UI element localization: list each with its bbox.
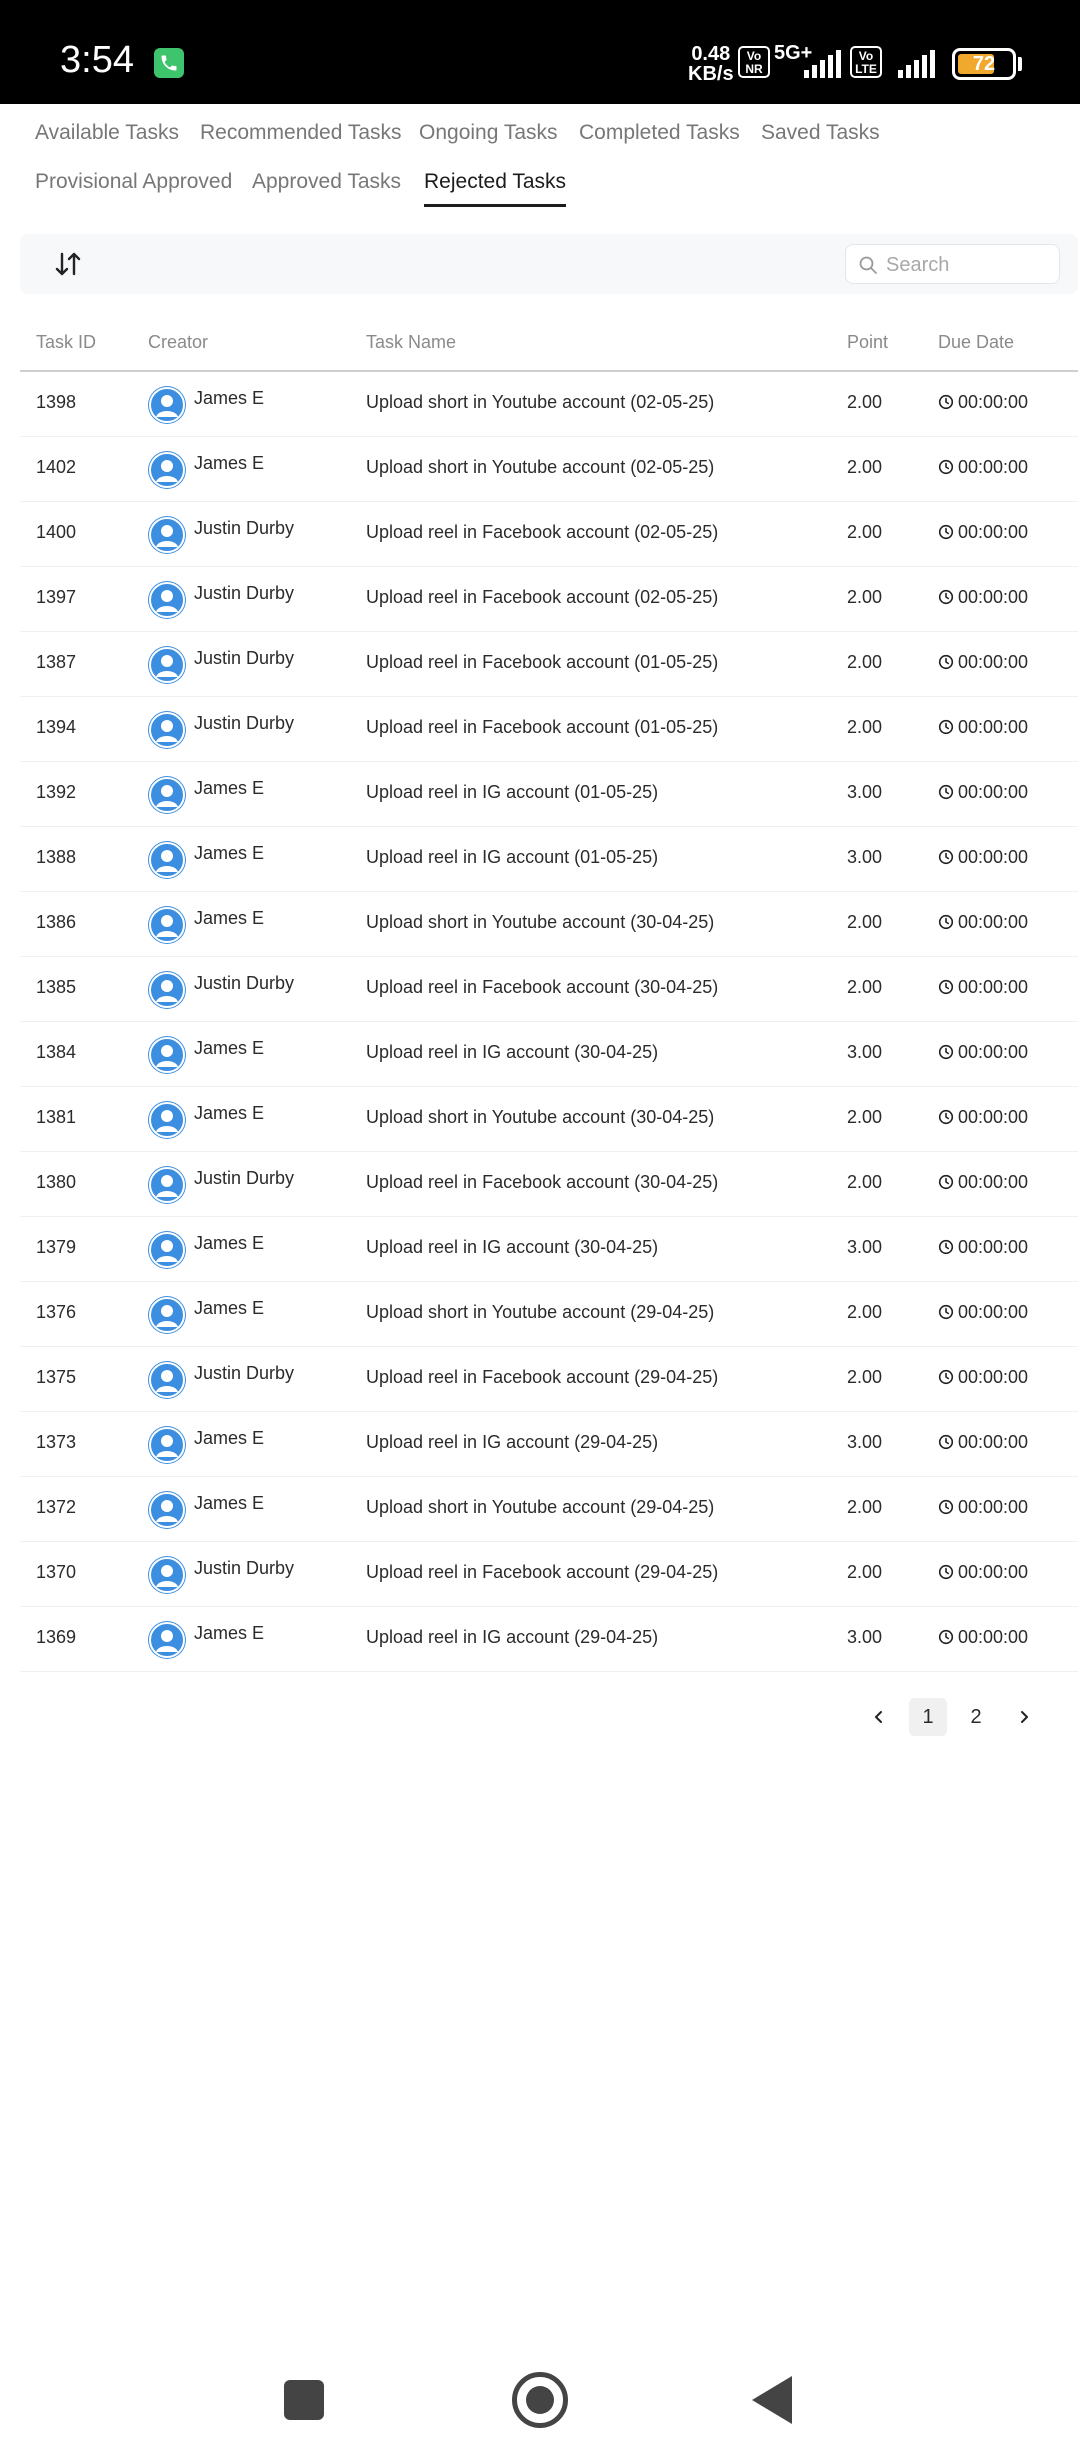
task-point: 2.00 [847,1562,883,1582]
due-date: 00:00:00 [958,1562,1029,1582]
task-id: 1385 [36,977,77,997]
due-date: 00:00:00 [958,1367,1029,1387]
task-point: 2.00 [847,977,883,997]
due-date: 00:00:00 [958,1107,1029,1127]
creator-name: James E [194,1623,265,1643]
task-name: Upload short in Youtube account (29-04-25) [366,1497,715,1517]
clock-icon [938,1434,954,1450]
task-name: Upload short in Youtube account (02-05-25) [366,392,715,412]
clock-icon [938,849,954,865]
task-point: 2.00 [847,652,883,672]
clock-icon [938,394,954,410]
due-date-cell [938,522,1028,543]
task-id: 1380 [36,1172,77,1192]
avatar-icon [148,451,186,489]
network-type: 5G+ [774,42,813,64]
status-time: 3:54 [60,39,134,81]
avatar-icon [148,1556,186,1594]
tab-approved-tasks[interactable]: Approved Tasks [252,170,402,193]
prev-page-button[interactable] [860,1698,898,1736]
table-row[interactable] [20,1477,1078,1542]
clock-icon [938,1239,954,1255]
task-name: Upload reel in Facebook account (29-04-25) [366,1367,719,1387]
table-row[interactable] [20,1152,1078,1217]
task-id: 1372 [36,1497,77,1517]
table-row[interactable] [20,372,1078,437]
avatar-icon [148,581,186,619]
task-point: 2.00 [847,1497,883,1517]
due-date-cell [938,717,1028,738]
task-name: Upload reel in Facebook account (02-05-25) [366,587,719,607]
due-date: 00:00:00 [958,522,1029,542]
next-page-button[interactable] [1005,1698,1043,1736]
due-date-cell [938,392,1028,413]
due-date: 00:00:00 [958,1627,1029,1647]
due-date: 00:00:00 [958,1172,1029,1192]
due-date: 00:00:00 [958,457,1029,477]
task-id: 1381 [36,1107,77,1127]
battery-tip [1018,57,1022,71]
tab-saved-tasks[interactable]: Saved Tasks [761,121,880,144]
task-id: 1373 [36,1432,77,1452]
creator-name: James E [194,453,265,473]
task-point: 2.00 [847,1107,883,1127]
task-point: 2.00 [847,1302,883,1322]
avatar-icon [148,516,186,554]
creator-name: James E [194,843,265,863]
task-id: 1397 [36,587,77,607]
avatar-icon [148,646,186,684]
task-point: 2.00 [847,392,883,412]
table-row[interactable] [20,957,1078,1022]
creator-name: James E [194,908,265,928]
due-date-cell [938,1107,1028,1128]
task-point: 2.00 [847,522,883,542]
table-row[interactable] [20,1022,1078,1087]
clock-icon [938,1174,954,1190]
avatar-icon [148,1621,186,1659]
clock-icon [938,1564,954,1580]
due-date-cell [938,652,1028,673]
task-name: Upload reel in IG account (29-04-25) [366,1627,659,1647]
avatar-icon [148,1231,186,1269]
page-2-button[interactable]: 2 [970,1706,982,1728]
task-point: 2.00 [847,457,883,477]
header-task-name[interactable]: Task Name [366,332,457,352]
table-row[interactable] [20,1087,1078,1152]
creator-name: Justin Durby [194,1168,295,1188]
table-row[interactable] [20,1607,1078,1672]
task-id: 1398 [36,392,77,412]
creator-name: Justin Durby [194,518,295,538]
task-point: 3.00 [847,1432,883,1452]
phone-call-icon [154,48,184,78]
task-name: Upload reel in IG account (01-05-25) [366,847,659,867]
due-date-cell [938,1172,1028,1193]
due-date-cell [938,1367,1028,1388]
clock-icon [938,1499,954,1515]
clock-icon [938,459,954,475]
avatar-icon [148,1361,186,1399]
signal-bars-icon [898,50,938,78]
due-date: 00:00:00 [958,1302,1029,1322]
due-date-cell [938,587,1028,608]
task-name: Upload reel in Facebook account (30-04-25) [366,977,719,997]
creator-name: James E [194,1428,265,1448]
due-date-cell [938,1432,1028,1453]
creator-name: Justin Durby [194,1363,295,1383]
task-name: Upload reel in Facebook account (01-05-25) [366,652,719,672]
back-button[interactable] [752,2376,792,2424]
task-point: 3.00 [847,782,883,802]
table-row[interactable] [20,1282,1078,1347]
due-date: 00:00:00 [958,1497,1029,1517]
avatar-icon [148,841,186,879]
avatar-icon [148,1166,186,1204]
avatar-icon [148,971,186,1009]
task-name: Upload reel in IG account (30-04-25) [366,1237,659,1257]
task-point: 3.00 [847,1042,883,1062]
task-point: 3.00 [847,1627,883,1647]
due-date-cell [938,1627,1028,1648]
table-row[interactable] [20,632,1078,697]
clock-icon [938,524,954,540]
due-date-cell [938,457,1028,478]
tab-available-tasks[interactable]: Available Tasks [35,121,179,144]
task-name: Upload reel in IG account (01-05-25) [366,782,659,802]
task-name: Upload reel in IG account (29-04-25) [366,1432,659,1452]
table-row[interactable] [20,567,1078,632]
task-id: 1384 [36,1042,77,1062]
due-date-cell [938,1562,1028,1583]
table-header [20,320,1078,372]
task-name: Upload reel in Facebook account (29-04-25) [366,1562,719,1582]
table-row[interactable] [20,1347,1078,1412]
search-box[interactable] [845,244,1060,284]
task-point: 3.00 [847,847,883,867]
tab-provisional-approved[interactable]: Provisional Approved [35,170,233,193]
table-body [20,372,1078,1672]
avatar-icon [148,906,186,944]
due-date-cell [938,1302,1028,1323]
avatar-icon [148,776,186,814]
due-date: 00:00:00 [958,652,1029,672]
clock-icon [938,654,954,670]
task-name: Upload short in Youtube account (30-04-25) [366,912,715,932]
creator-name: James E [194,778,265,798]
task-name: Upload reel in Facebook account (01-05-25) [366,717,719,737]
tasks-table [20,320,1078,1672]
header-point[interactable]: Point [847,332,889,352]
tab-rejected-tasks[interactable]: Rejected Tasks [424,167,566,197]
tab-ongoing-tasks[interactable]: Ongoing Tasks [419,121,558,144]
task-id: 1400 [36,522,77,542]
task-id: 1379 [36,1237,77,1257]
table-row[interactable] [20,697,1078,762]
due-date: 00:00:00 [958,1432,1029,1452]
tab-recommended-tasks[interactable]: Recommended Tasks [200,121,402,144]
recent-apps-button[interactable] [284,2380,324,2420]
clock-icon [938,719,954,735]
due-date-cell [938,1237,1028,1258]
pagination [0,1698,1080,1738]
due-date-cell [938,782,1028,803]
task-name: Upload short in Youtube account (29-04-25) [366,1302,715,1322]
task-id: 1375 [36,1367,77,1387]
header-task-id[interactable]: Task ID [36,332,97,352]
avatar-icon [148,711,186,749]
due-date-cell [938,1497,1028,1518]
header-due-date[interactable]: Due Date [938,332,1015,352]
task-name: Upload reel in Facebook account (02-05-25) [366,522,719,542]
task-point: 2.00 [847,1172,883,1192]
clock-icon [938,589,954,605]
creator-name: James E [194,1038,265,1058]
creator-name: James E [194,388,265,408]
task-point: 3.00 [847,1237,883,1257]
task-name: Upload short in Youtube account (30-04-25) [366,1107,715,1127]
task-id: 1370 [36,1562,77,1582]
creator-name: James E [194,1493,265,1513]
status-bar [0,0,1080,104]
task-name: Upload reel in Facebook account (30-04-25) [366,1172,719,1192]
task-point: 2.00 [847,1367,883,1387]
task-id: 1376 [36,1302,77,1322]
search-input[interactable] [886,251,1051,279]
search-icon [858,255,878,275]
creator-name: James E [194,1298,265,1318]
vo-lte-badge: Vo LTE [850,46,882,78]
due-date: 00:00:00 [958,912,1029,932]
clock-icon [938,1369,954,1385]
task-id: 1394 [36,717,77,737]
chevron-right-icon [1016,1709,1032,1725]
due-date-cell [938,847,1028,868]
sort-button[interactable] [50,246,86,282]
due-date: 00:00:00 [958,392,1029,412]
clock-icon [938,784,954,800]
table-row[interactable] [20,827,1078,892]
sort-arrows-icon [50,246,86,282]
task-name: Upload reel in IG account (30-04-25) [366,1042,659,1062]
table-row[interactable] [20,502,1078,567]
task-point: 2.00 [847,587,883,607]
table-toolbar [20,234,1078,294]
due-date: 00:00:00 [958,1237,1029,1257]
avatar-icon [148,1296,186,1334]
tab-completed-tasks[interactable]: Completed Tasks [579,121,740,144]
clock-icon [938,1304,954,1320]
clock-icon [938,979,954,995]
due-date: 00:00:00 [958,847,1029,867]
battery-percent: 72 [972,53,996,75]
home-button[interactable] [512,2372,568,2428]
creator-name: Justin Durby [194,1558,295,1578]
table-row[interactable] [20,1542,1078,1607]
header-creator[interactable]: Creator [148,332,209,352]
table-row[interactable] [20,437,1078,502]
battery-icon [952,48,1016,80]
table-row[interactable] [20,892,1078,957]
due-date-cell [938,977,1028,998]
task-id: 1392 [36,782,77,802]
creator-name: Justin Durby [194,583,295,603]
due-date: 00:00:00 [958,1042,1029,1062]
system-nav-bar [0,2340,1080,2460]
due-date: 00:00:00 [958,782,1029,802]
table-row[interactable] [20,762,1078,827]
signal-bars-icon [804,50,844,78]
due-date: 00:00:00 [958,977,1029,997]
task-point: 2.00 [847,717,883,737]
task-point: 2.00 [847,912,883,932]
task-name: Upload short in Youtube account (02-05-25) [366,457,715,477]
creator-name: Justin Durby [194,648,295,668]
avatar-icon [148,1491,186,1529]
avatar-icon [148,1036,186,1074]
due-date-cell [938,912,1028,933]
clock-icon [938,914,954,930]
creator-name: James E [194,1103,265,1123]
due-date: 00:00:00 [958,587,1029,607]
clock-icon [938,1629,954,1645]
avatar-icon [148,386,186,424]
network-speed: 0.48 KB/s [688,43,734,85]
task-id: 1387 [36,652,77,672]
task-id: 1386 [36,912,77,932]
table-row[interactable] [20,1217,1078,1282]
task-id: 1369 [36,1627,77,1647]
vo-nr-badge: Vo NR [738,46,770,78]
chevron-left-icon [871,1709,887,1725]
creator-name: Justin Durby [194,713,295,733]
avatar-icon [148,1101,186,1139]
clock-icon [938,1109,954,1125]
clock-icon [938,1044,954,1060]
task-id: 1402 [36,457,77,477]
due-date-cell [938,1042,1028,1063]
task-id: 1388 [36,847,77,867]
due-date: 00:00:00 [958,717,1029,737]
page-1-button[interactable]: 1 [909,1698,947,1736]
creator-name: Justin Durby [194,973,295,993]
avatar-icon [148,1426,186,1464]
table-row[interactable] [20,1412,1078,1477]
creator-name: James E [194,1233,265,1253]
